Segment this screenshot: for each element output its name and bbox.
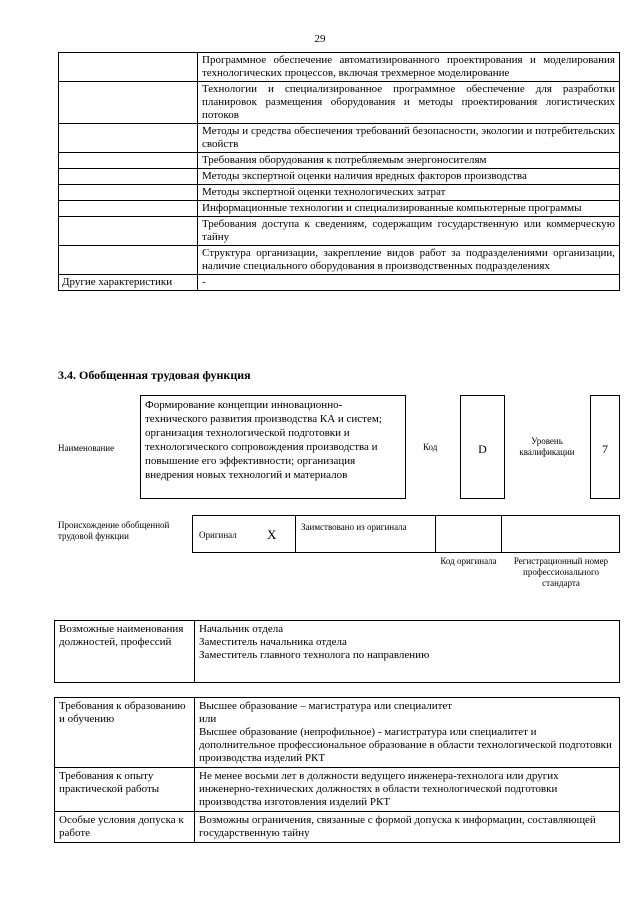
requirement-text	[195, 768, 620, 812]
borrowed-label: Заимствовано из оригинала	[301, 522, 407, 532]
requirement-text	[195, 698, 620, 768]
knowledge-row-label	[59, 169, 198, 185]
knowledge-row-label	[59, 217, 198, 246]
code-box	[460, 395, 505, 499]
knowledge-row-text: Технологии и специализированное программное обеспечение для разработки планировок размещения оборудования и методы проектирования логистических потоков	[198, 82, 620, 124]
level-label: Уровень квалификации	[519, 436, 575, 457]
borrowed-cell	[295, 515, 436, 553]
knowledge-row	[59, 201, 620, 217]
knowledge-row-label	[59, 246, 198, 275]
knowledge-row-text: Методы экспертной оценки наличия вредных факторов производства	[198, 169, 620, 185]
knowledge-row	[59, 82, 620, 124]
positions-cell	[195, 621, 620, 683]
requirement-line: Возможны ограничения, связанные с формой допуска к информации, составляющей государственную тайну	[199, 814, 596, 839]
function-name-box	[140, 395, 406, 499]
original-cell	[192, 515, 296, 553]
requirement-line: Высшее образование (непрофильное) - магистратура или специалитет и дополнительное профессиональное образование в области технологической подготовки производства изделий РКТ	[199, 726, 612, 764]
requirements-table	[54, 697, 620, 843]
knowledge-row	[59, 246, 620, 275]
knowledge-row	[59, 275, 620, 291]
code-label: Код	[423, 442, 438, 452]
knowledge-row-text: Методы и средства обеспечения требований безопасности, экологии и потребительских свойств	[198, 124, 620, 153]
knowledge-row-text: Программное обеспечение автоматизированного проектирования и моделирования технологических процессов, включая трехмерное моделирование	[198, 53, 620, 82]
level-box	[590, 395, 620, 499]
requirement-row	[55, 768, 620, 812]
position-item: Заместитель начальника отдела	[199, 636, 347, 648]
name-label	[58, 442, 114, 455]
knowledge-row-text: -	[198, 275, 620, 291]
code-caption: Код оригинала	[440, 556, 497, 566]
knowledge-row-label	[59, 53, 198, 82]
knowledge-row	[59, 185, 620, 201]
requirement-label: Требования к образованию и обучению	[55, 698, 195, 768]
position-item: Заместитель главного технолога по направлению	[199, 649, 430, 661]
knowledge-row	[59, 169, 620, 185]
positions-table	[54, 620, 620, 683]
requirement-label: Особые условия допуска к работе	[55, 812, 195, 843]
origin-row	[192, 515, 620, 553]
level-value: 7	[602, 442, 608, 456]
knowledge-row-label: Другие характеристики	[59, 275, 198, 291]
knowledge-row-text: Информационные технологии и специализированные компьютерные программы	[198, 201, 620, 217]
reg-caption: Регистрационный номер профессионального стандарта	[513, 556, 609, 588]
origin-label: Происхождение обобщенной трудовой функции	[58, 520, 170, 541]
requirement-row	[55, 698, 620, 768]
knowledge-row-text: Структура организации, закрепление видов работ за подразделениями организации, наличие специального оборудования в производственных подразделениях	[198, 246, 620, 275]
requirement-label: Требования к опыту практической работы	[55, 768, 195, 812]
section-title: 3.4. Обобщенная трудовая функция	[58, 368, 251, 382]
knowledge-row-text: Методы экспертной оценки технологических затрат	[198, 185, 620, 201]
requirement-row	[55, 812, 620, 843]
positions-label: Возможные наименования должностей, профессий	[55, 621, 195, 683]
function-name-text: Формирование концепции инновационно-технического развития производства КА и систем; организация технологической подготовки и технологического сопровождения производства и повышение его эффективности; организация внедрения новых технологий и материалов	[145, 399, 382, 481]
knowledge-table	[58, 52, 620, 291]
requirement-text	[195, 812, 620, 843]
knowledge-row	[59, 53, 620, 82]
knowledge-row-text: Требования оборудования к потребляемым энергоносителям	[198, 153, 620, 169]
requirement-line: или	[199, 713, 217, 725]
requirement-line: Не менее восьми лет в должности ведущего инженера-технолога или других инженерно-технических должностях в области технологической подготовки производства изготовления изделий РКТ	[199, 770, 559, 808]
knowledge-row-text: Требования доступа к сведениям, содержащим государственную или коммерческую тайну	[198, 217, 620, 246]
knowledge-row-label	[59, 124, 198, 153]
original-mark: X	[267, 527, 277, 542]
knowledge-row-label	[59, 82, 198, 124]
knowledge-row-label	[59, 185, 198, 201]
knowledge-row-label	[59, 201, 198, 217]
requirement-line: Высшее образование – магистратура или специалитет	[199, 700, 453, 712]
knowledge-row-label	[59, 153, 198, 169]
page-number: 29	[314, 33, 326, 45]
original-code-cell	[435, 515, 502, 553]
position-item: Начальник отдела	[199, 623, 284, 635]
code-value: D	[478, 442, 487, 456]
name-label-text: Наименование	[58, 443, 115, 453]
knowledge-row	[59, 217, 620, 246]
original-label: Оригинал	[199, 530, 237, 540]
knowledge-row	[59, 124, 620, 153]
knowledge-row	[59, 153, 620, 169]
reg-number-cell	[501, 515, 620, 553]
